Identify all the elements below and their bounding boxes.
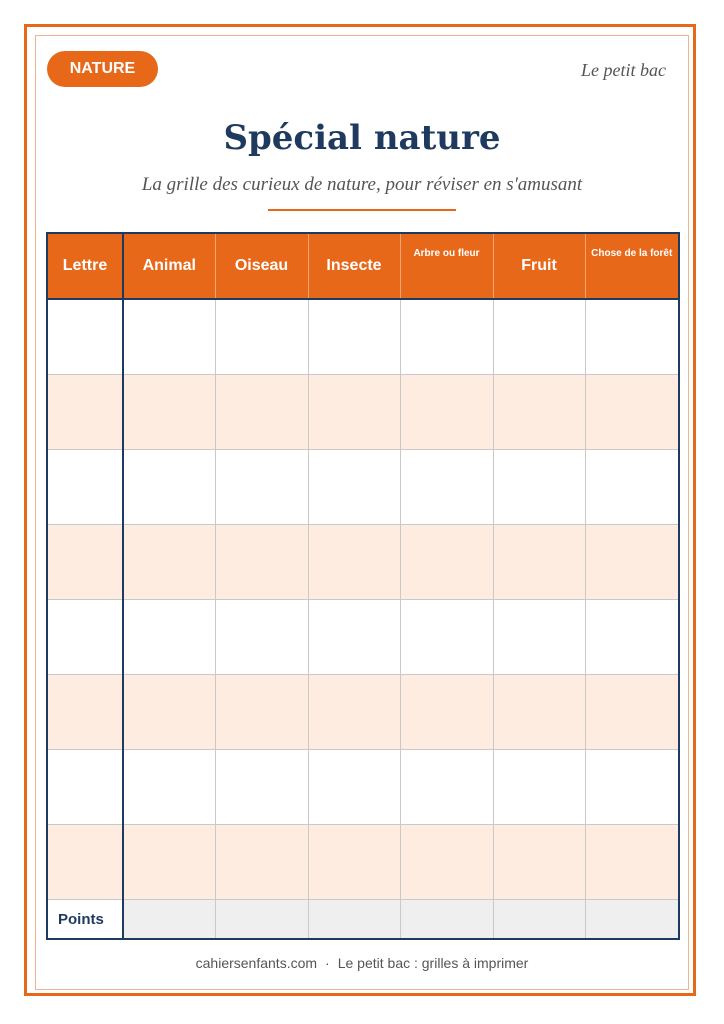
letter-cell[interactable] (47, 375, 123, 450)
game-grid (46, 232, 680, 940)
answer-cell[interactable] (123, 750, 215, 825)
answer-cell[interactable] (585, 825, 679, 900)
answer-cell[interactable] (400, 375, 493, 450)
answer-cell[interactable] (215, 825, 308, 900)
page-footer (0, 955, 724, 971)
answer-cell[interactable] (123, 299, 215, 375)
answer-cell[interactable] (585, 375, 679, 450)
points-cell[interactable] (123, 900, 215, 940)
answer-cell[interactable] (493, 825, 585, 900)
answer-cell[interactable] (123, 675, 215, 750)
grid-header-row (47, 233, 679, 299)
page-title: Spécial nature (223, 118, 501, 158)
points-cell[interactable] (493, 900, 585, 940)
answer-cell[interactable] (585, 600, 679, 675)
answer-cell[interactable] (123, 375, 215, 450)
answer-cell[interactable] (308, 825, 400, 900)
answer-cell[interactable] (123, 450, 215, 525)
game-name: Le petit bac (581, 60, 666, 80)
answer-cell[interactable] (215, 525, 308, 600)
column-header-animal: Animal (123, 233, 215, 299)
answer-cell[interactable] (400, 750, 493, 825)
footer-separator: · (325, 955, 330, 971)
answer-cell[interactable] (493, 675, 585, 750)
category-badge: NATURE (47, 51, 158, 87)
answer-cell[interactable] (123, 600, 215, 675)
grid-row (47, 450, 679, 525)
answer-cell[interactable] (585, 750, 679, 825)
answer-cell[interactable] (308, 525, 400, 600)
title-underline (268, 209, 456, 211)
column-header-arbre-ou-fleur: Arbre ou fleur (400, 233, 493, 299)
column-header-oiseau: Oiseau (215, 233, 308, 299)
letter-cell[interactable] (47, 525, 123, 600)
answer-cell[interactable] (308, 750, 400, 825)
points-label: Points (47, 900, 123, 940)
letter-cell[interactable] (47, 600, 123, 675)
answer-cell[interactable] (215, 600, 308, 675)
points-cell[interactable] (400, 900, 493, 940)
answer-cell[interactable] (215, 375, 308, 450)
letter-cell[interactable] (47, 750, 123, 825)
answer-cell[interactable] (400, 675, 493, 750)
answer-cell[interactable] (493, 450, 585, 525)
answer-cell[interactable] (123, 825, 215, 900)
letter-cell[interactable] (47, 299, 123, 375)
answer-cell[interactable] (400, 450, 493, 525)
letter-cell[interactable] (47, 825, 123, 900)
grid-row (47, 750, 679, 825)
grid-row (47, 299, 679, 375)
points-cell[interactable] (585, 900, 679, 940)
answer-cell[interactable] (400, 525, 493, 600)
answer-cell[interactable] (585, 299, 679, 375)
points-cell[interactable] (215, 900, 308, 940)
answer-cell[interactable] (215, 299, 308, 375)
footer-site: cahiersenfants.com (195, 955, 318, 971)
answer-cell[interactable] (493, 600, 585, 675)
answer-cell[interactable] (308, 675, 400, 750)
column-header-insecte: Insecte (308, 233, 400, 299)
answer-cell[interactable] (585, 675, 679, 750)
answer-cell[interactable] (493, 375, 585, 450)
answer-cell[interactable] (493, 750, 585, 825)
answer-cell[interactable] (400, 600, 493, 675)
answer-cell[interactable] (308, 299, 400, 375)
answer-cell[interactable] (308, 600, 400, 675)
letter-cell[interactable] (47, 450, 123, 525)
grid-row (47, 675, 679, 750)
answer-cell[interactable] (215, 450, 308, 525)
answer-cell[interactable] (215, 675, 308, 750)
answer-cell[interactable] (123, 525, 215, 600)
answer-cell[interactable] (308, 375, 400, 450)
answer-cell[interactable] (400, 825, 493, 900)
column-header-fruit: Fruit (493, 233, 585, 299)
answer-cell[interactable] (585, 450, 679, 525)
footer-text: Le petit bac : grilles à imprimer (337, 955, 529, 971)
grid-row (47, 375, 679, 450)
grid-row (47, 525, 679, 600)
page-subtitle: La grille des curieux de nature, pour réviser en s'amusant (141, 174, 583, 195)
column-header-lettre: Lettre (47, 233, 123, 299)
answer-cell[interactable] (215, 750, 308, 825)
answer-cell[interactable] (585, 525, 679, 600)
answer-cell[interactable] (400, 299, 493, 375)
answer-cell[interactable] (493, 299, 585, 375)
letter-cell[interactable] (47, 675, 123, 750)
column-header-chose-de-la-foret: Chose de la forêt (585, 233, 679, 299)
points-cell[interactable] (308, 900, 400, 940)
points-row (47, 900, 679, 940)
grid-row (47, 600, 679, 675)
answer-cell[interactable] (493, 525, 585, 600)
grid-row (47, 825, 679, 900)
answer-cell[interactable] (308, 450, 400, 525)
